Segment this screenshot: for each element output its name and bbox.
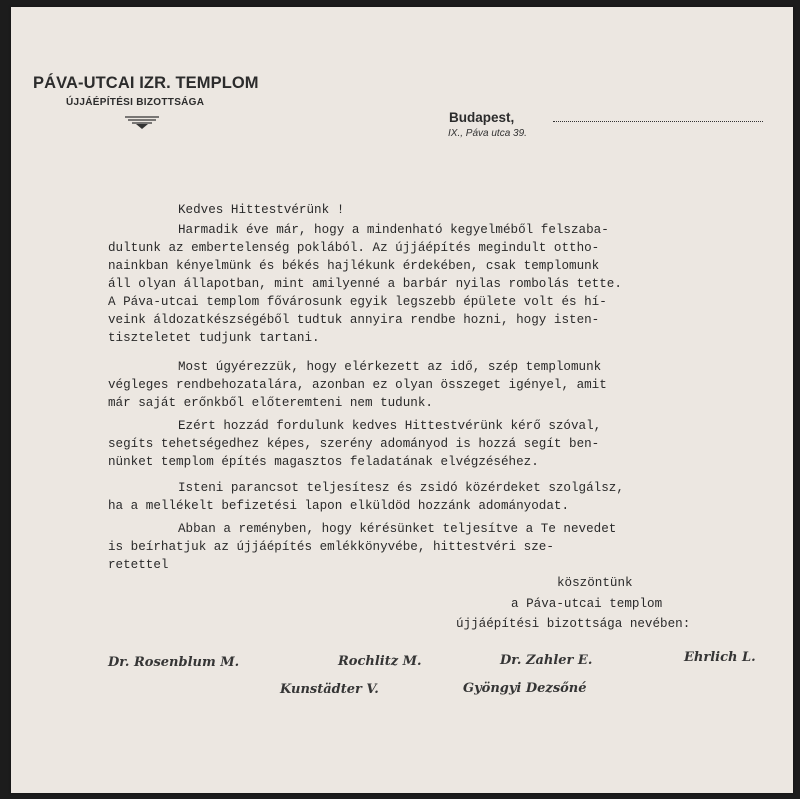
body-line: nünket templom építés magasztos feladatának elvégzéséhez. — [108, 455, 539, 469]
body-line: Harmadik éve már, hogy a mindenható kegyelméből felszaba- — [178, 223, 609, 237]
salutation: Kedves Hittestvérünk ! — [178, 203, 345, 217]
signature: Dr. Zahler E. — [500, 653, 593, 668]
menorah-emblem-icon — [124, 114, 160, 130]
body-line: A Páva-utcai templom fővárosunk egyik legszebb épülete volt és hí- — [108, 295, 607, 309]
closing-line: a Páva-utcai templom — [511, 597, 663, 611]
signature: Gyöngyi Dezsőné — [463, 681, 587, 696]
body-line: veink áldozatkészségéből tudtuk annyira rendbe hozni, hogy isten- — [108, 313, 600, 327]
body-line: tiszteletet tudjunk tartani. — [108, 331, 320, 345]
body-line: is beírhatjuk az újjáépítés emlékkönyvébe, hittestvéri sze- — [108, 540, 554, 554]
date-line — [553, 121, 763, 122]
signature: Kunstädter V. — [280, 682, 379, 697]
body-line: ha a mellékelt befizetési lapon elküldöd hozzánk adományodat. — [108, 499, 570, 513]
body-line: segíts tehetségedhez képes, szerény adományod is hozzá segít ben- — [108, 437, 600, 451]
signature: Dr. Rosenblum M. — [108, 655, 240, 670]
letterhead-subtitle: ÚJJÁÉPÍTÉSI BIZOTTSÁGA — [66, 97, 205, 108]
body-line: retettel — [108, 558, 169, 572]
letter-city: Budapest, — [449, 110, 515, 125]
closing-line: újjáépítési bizottsága nevében: — [456, 617, 691, 631]
signature: Ehrlich L. — [684, 650, 756, 665]
body-line: Abban a reményben, hogy kérésünket teljesítve a Te nevedet — [178, 522, 617, 536]
body-line: végleges rendbehozatalára, azonban ez olyan összeget igényel, amit — [108, 378, 607, 392]
body-line: Ezért hozzád fordulunk kedves Hittestvérünk kérő szóval, — [178, 419, 602, 433]
body-line: dultunk az embertelenség poklából. Az újjáépítés megindult ottho- — [108, 241, 600, 255]
body-line: Isteni parancsot teljesítesz és zsidó közérdeket szolgálsz, — [178, 481, 624, 495]
letter-address: IX., Páva utca 39. — [448, 128, 527, 139]
body-line: áll olyan állapotban, mint amilyenné a barbár nyilas rombolás tette. — [108, 277, 622, 291]
closing-line: köszöntünk — [557, 576, 633, 590]
body-line: már saját erőnkből előteremteni nem tudunk. — [108, 396, 433, 410]
signature: Rochlitz M. — [338, 654, 422, 669]
letterhead-title: PÁVA-UTCAI IZR. TEMPLOM — [33, 74, 259, 92]
body-line: nainkban kényelmünk és békés hajlékunk érdekében, csak templomunk — [108, 259, 600, 273]
body-line: Most úgyérezzük, hogy elérkezett az idő, szép templomunk — [178, 360, 602, 374]
